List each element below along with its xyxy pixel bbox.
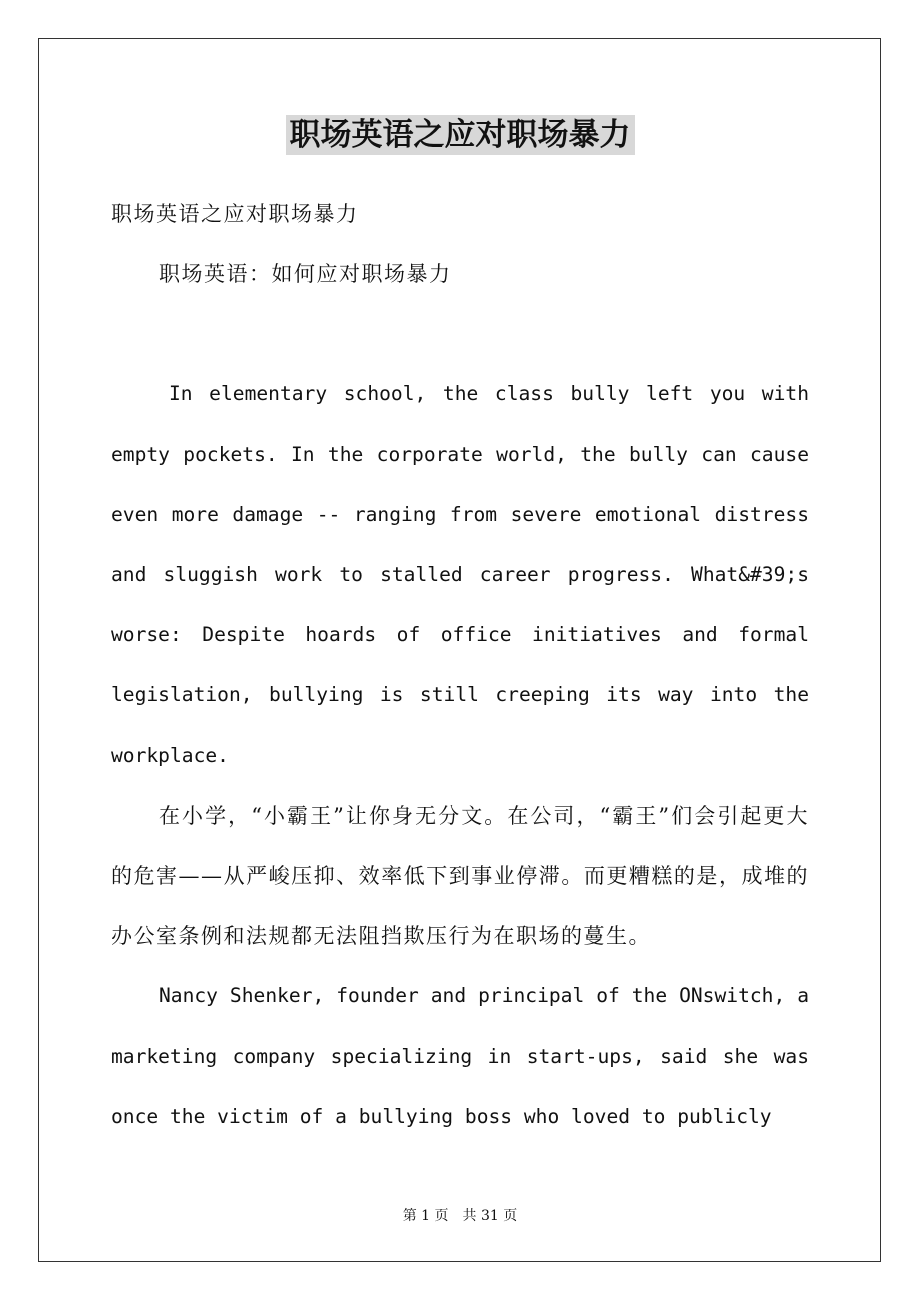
document-body [111,184,809,1147]
document-heading: 职场英语：如何应对职场暴力 [159,262,452,287]
blank-line [111,304,809,364]
document-title [0,112,920,158]
paragraph-english-2: Nancy Shenker, founder and principal of the ONswitch, a marketing company specializing in start-ups, said she was once the victim of a bullying boss who loved to publicly [111,984,809,1128]
page-footer: 第 1 页 共 31 页 [402,1208,518,1224]
paragraph-chinese-1: 在小学，“小霸王”让你身无分文。在公司，“霸王”们会引起更大的危害——从严峻压抑、效率低下到事业停滞。而更糟糕的是，成堆的办公室条例和法规都无法阻挡欺压行为在职场的蔓生。 [111,803,809,949]
paragraph-english-1: In elementary school, the class bully left you with empty pockets. In the corporate world, the bully can cause even more damage -- ranging from severe emotional distress and sluggish work to stalled career progress. What&#39;s worse: Despite hoards of office initiatives and formal legislation, bullying is still creeping its way into the workplace. [111,382,809,767]
document-title-text: 职场英语之应对职场暴力 [286,115,635,155]
document-subtitle: 职场英语之应对职场暴力 [111,202,359,226]
